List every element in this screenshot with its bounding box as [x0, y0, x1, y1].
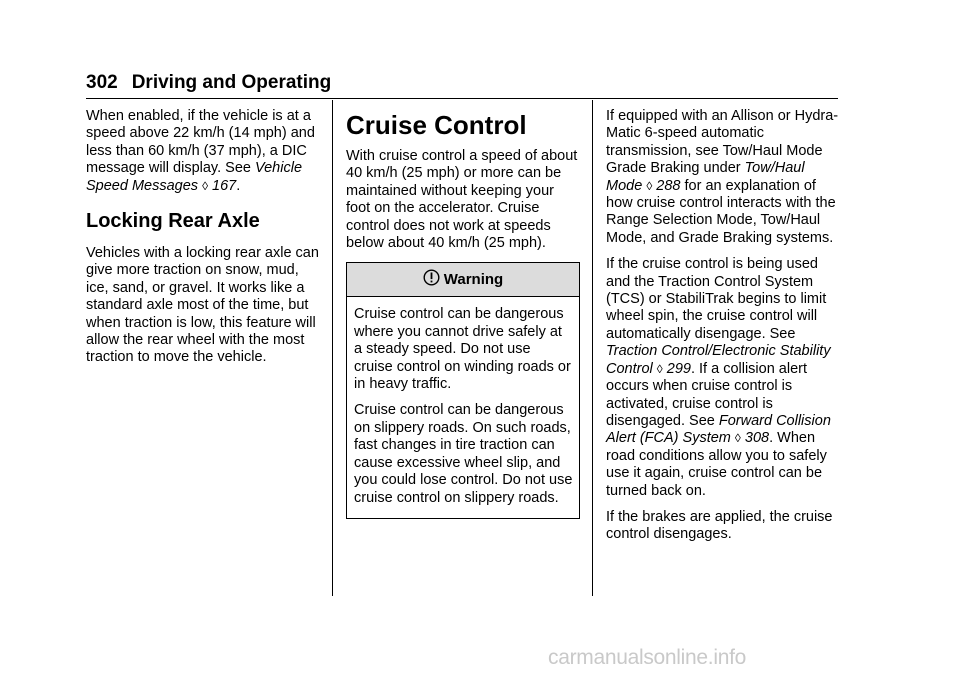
- section-heading-locking-rear-axle: Locking Rear Axle: [86, 210, 260, 233]
- column-divider-2: [592, 100, 593, 596]
- page-ref[interactable]: 308: [744, 430, 770, 447]
- text: for an explanation of how cruise control interacts with the Range Selection Mode, Tow/Haul Mode, and Grade Braking systems.: [606, 177, 836, 246]
- warning-paragraph: Cruise control can be dangerous on slippery roads. On such roads, fast changes in tire traction can cause excessive wheel slip, and you could lose control. Do not use cruise control on slippery roads.: [354, 402, 573, 506]
- paragraph: [86, 108, 322, 195]
- watermark: carmanualsonline.info: [548, 646, 746, 669]
- section-heading-cruise-control: Cruise Control: [346, 110, 527, 140]
- header-rule: [86, 98, 838, 99]
- warning-title: Warning: [443, 271, 504, 289]
- warning-body: [347, 297, 579, 517]
- link-traction-control[interactable]: Traction Control/Electronic Stability Control: [606, 343, 831, 377]
- page-ref-arrow-icon: ◊: [734, 431, 741, 446]
- page-ref[interactable]: 167: [212, 177, 237, 194]
- paragraph: With cruise control a speed of about 40 km/h (25 mph) or more can be maintained without keeping your foot on the accelerator. Cruise control does not work at speeds below about 40 km/h (25 mph).: [346, 148, 578, 252]
- warning-header: [347, 263, 579, 297]
- section-title: Driving and Operating: [131, 72, 332, 93]
- paragraph: [606, 256, 840, 500]
- warning-icon: [423, 265, 440, 298]
- link-forward-collision-alert[interactable]: Forward Collision Alert (FCA) System: [606, 412, 831, 447]
- page-number: 302: [86, 72, 118, 93]
- link-tow-haul-mode[interactable]: Tow/Haul Mode: [606, 160, 805, 194]
- text: . When road conditions allow you to safely use it again, cruise control can be turned back on.: [606, 430, 827, 499]
- column-1: [86, 108, 322, 376]
- warning-paragraph: Cruise control can be dangerous where you cannot drive safely at a steady speed. Do not use cruise control on winding roads or in heavy traffic.: [354, 306, 571, 393]
- paragraph: If the brakes are applied, the cruise control disengages.: [606, 508, 833, 543]
- paragraph: [606, 108, 840, 247]
- column-divider-1: [332, 100, 333, 596]
- page-ref-arrow-icon: ◊: [202, 178, 209, 193]
- link-vehicle-speed-messages[interactable]: Vehicle Speed Messages: [86, 160, 303, 194]
- page-ref-arrow-icon: ◊: [646, 178, 653, 193]
- page-header: [86, 72, 331, 94]
- column-3: [606, 108, 840, 553]
- page-ref-arrow-icon: ◊: [656, 361, 663, 376]
- text: If the cruise control is being used and the Traction Control System (TCS) or StabiliTrak begins to limit wheel spin, the cruise control will automatically disengage. See: [606, 256, 827, 342]
- column-2: [346, 108, 580, 519]
- page-ref[interactable]: 288: [656, 177, 681, 194]
- paragraph: Vehicles with a locking rear axle can give more traction on snow, mud, ice, sand, or gravel. It works like a standard axle most of the time, but when traction is low, this feature will allow the rear wheel with the most traction to move the vehicle.: [86, 245, 319, 366]
- text: . If a collision alert occurs when cruise control is activated, cruise control is disengaged. See: [606, 360, 808, 429]
- page-ref[interactable]: 299: [666, 360, 691, 377]
- text: .: [236, 177, 241, 194]
- text: When enabled, if the vehicle is at a speed above 22 km/h (14 mph) and less than 60 km/h (37 mph), a DIC message will display. See: [86, 108, 315, 177]
- warning-box: [346, 262, 580, 518]
- text: If equipped with an Allison or Hydra-Matic 6-speed automatic transmission, see Tow/Haul Mode Grade Braking under: [606, 108, 839, 177]
